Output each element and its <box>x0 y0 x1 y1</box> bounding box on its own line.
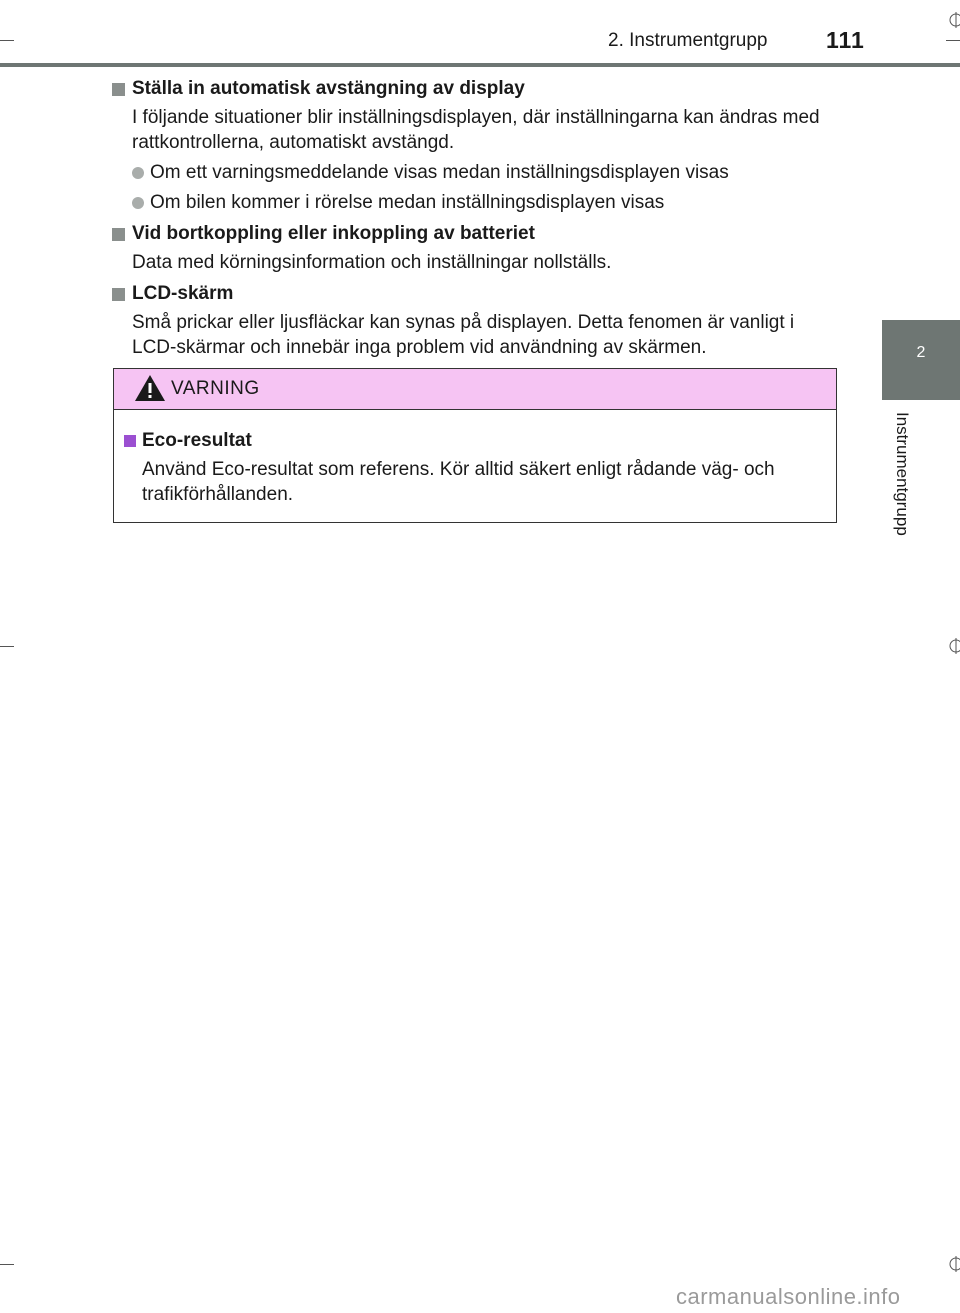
list-item-text: Om bilen kommer i rörelse medan inställningsdisplayen visas <box>150 192 665 213</box>
section-heading-text: LCD-skärm <box>132 283 234 304</box>
circle-bullet-icon <box>132 167 144 179</box>
warning-header <box>114 369 836 410</box>
section-heading <box>112 76 842 102</box>
list-item <box>112 190 842 215</box>
section-heading-text: Ställa in automatisk avstängning av display <box>132 78 525 99</box>
section-body: Små prickar eller ljusfläckar kan synas på displayen. Detta fenomen är vanligt i LCD-skärmar och innebär inga problem vid användning av skärmen. <box>132 312 795 358</box>
section-heading-text: Vid bortkoppling eller inkoppling av batteriet <box>132 223 535 244</box>
section-lcd <box>112 281 842 360</box>
section-heading <box>112 221 842 247</box>
chapter-tab-number: 2 <box>916 344 926 361</box>
page-number: 111 <box>826 27 865 53</box>
warning-heading <box>124 428 826 454</box>
chapter-tab <box>882 320 960 400</box>
list-item-text: Om ett varningsmeddelande visas medan inställningsdisplayen visas <box>150 162 729 183</box>
warning-title: VARNING <box>171 378 260 399</box>
header-rule <box>0 63 960 67</box>
square-bullet-icon <box>112 228 125 241</box>
section-body: Data med körningsinformation och inställningar nollställs. <box>132 252 612 273</box>
warning-heading-text: Eco-resultat <box>142 430 252 451</box>
square-bullet-icon <box>112 83 125 96</box>
warning-body <box>114 410 836 507</box>
warning-square-bullet-icon <box>124 435 136 447</box>
square-bullet-icon <box>112 288 125 301</box>
section-auto-display-off <box>112 76 842 215</box>
list-item <box>112 160 842 185</box>
page-header <box>0 0 960 64</box>
crop-mark <box>0 1264 14 1265</box>
registration-mark-icon <box>948 12 960 28</box>
registration-mark-icon <box>948 1256 960 1272</box>
warning-text: Använd Eco-resultat som referens. Kör alltid säkert enligt rådande väg- och trafikförhållanden. <box>142 459 775 505</box>
section-battery <box>112 221 842 275</box>
section-body: I följande situationer blir inställningsdisplayen, där inställningarna kan ändras med rattkontrollerna, automatiskt avstängd. <box>132 107 820 153</box>
crop-mark <box>0 40 14 41</box>
registration-mark-icon <box>948 638 960 654</box>
watermark: carmanualsonline.info <box>676 1284 901 1309</box>
crop-mark <box>0 646 14 647</box>
warning-triangle-icon <box>134 373 166 403</box>
warning-box <box>113 368 837 523</box>
circle-bullet-icon <box>132 197 144 209</box>
section-heading <box>112 281 842 307</box>
main-content <box>112 76 842 366</box>
chapter-side-label: Instrumentgrupp <box>893 412 912 536</box>
chapter-title: 2. Instrumentgrupp <box>608 30 768 51</box>
crop-mark <box>946 40 960 41</box>
